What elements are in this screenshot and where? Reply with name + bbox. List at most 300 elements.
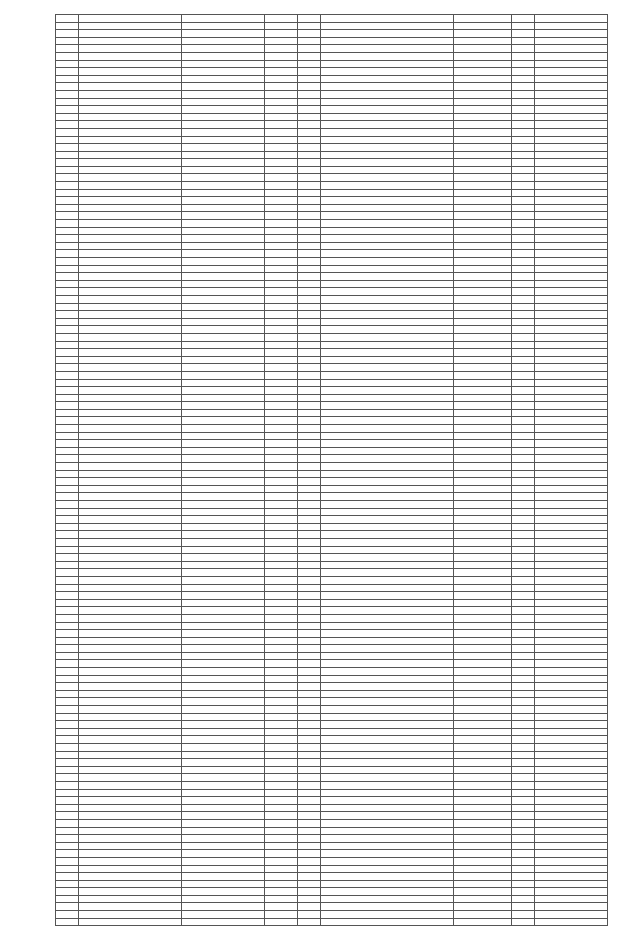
table-row: [56, 645, 608, 653]
cell-period: [512, 576, 535, 584]
table-row: [56, 455, 608, 463]
cell-gap1: [182, 288, 265, 296]
cell-addr: [79, 478, 182, 486]
table-row: [56, 265, 608, 273]
cell-period: [512, 52, 535, 60]
cell-sum: [535, 204, 608, 212]
cell-note: [454, 873, 512, 881]
cell-sum: [535, 911, 608, 919]
cell-num: [56, 379, 79, 387]
cell-work: [321, 774, 454, 782]
cell-gap1: [182, 227, 265, 235]
cell-sum: [535, 766, 608, 774]
cell-year: [265, 166, 298, 174]
cell-addr: [79, 569, 182, 577]
cell-sum: [535, 37, 608, 45]
cell-note: [454, 569, 512, 577]
cell-num: [56, 60, 79, 68]
cell-addr: [79, 394, 182, 402]
cell-note: [454, 918, 512, 926]
cell-num: [56, 333, 79, 341]
cell-period: [512, 630, 535, 638]
cell-num: [56, 774, 79, 782]
cell-num: [56, 592, 79, 600]
cell-sum: [535, 273, 608, 281]
cell-period: [512, 751, 535, 759]
cell-note: [454, 197, 512, 205]
cell-sum: [535, 409, 608, 417]
cell-addr: [79, 204, 182, 212]
table-row: [56, 45, 608, 53]
cell-period: [512, 37, 535, 45]
cell-work: [321, 736, 454, 744]
table-row: [56, 197, 608, 205]
cell-gap2: [298, 690, 321, 698]
cell-period: [512, 842, 535, 850]
cell-gap2: [298, 121, 321, 129]
cell-gap2: [298, 516, 321, 524]
table-row: [56, 850, 608, 858]
cell-sum: [535, 804, 608, 812]
table-row: [56, 668, 608, 676]
cell-gap2: [298, 75, 321, 83]
cell-gap2: [298, 637, 321, 645]
cell-period: [512, 706, 535, 714]
cell-addr: [79, 432, 182, 440]
cell-work: [321, 744, 454, 752]
cell-year: [265, 22, 298, 30]
cell-sum: [535, 675, 608, 683]
cell-gap2: [298, 242, 321, 250]
cell-addr: [79, 561, 182, 569]
cell-sum: [535, 637, 608, 645]
cell-year: [265, 387, 298, 395]
table-row: [56, 60, 608, 68]
table-row: [56, 660, 608, 668]
cell-gap2: [298, 728, 321, 736]
cell-note: [454, 546, 512, 554]
cell-addr: [79, 333, 182, 341]
cell-work: [321, 349, 454, 357]
cell-gap2: [298, 303, 321, 311]
cell-year: [265, 121, 298, 129]
cell-gap2: [298, 827, 321, 835]
cell-work: [321, 417, 454, 425]
cell-gap1: [182, 356, 265, 364]
cell-note: [454, 68, 512, 76]
table-row: [56, 30, 608, 38]
cell-gap2: [298, 812, 321, 820]
cell-gap2: [298, 668, 321, 676]
cell-sum: [535, 873, 608, 881]
cell-work: [321, 250, 454, 258]
cell-period: [512, 873, 535, 881]
cell-sum: [535, 166, 608, 174]
cell-addr: [79, 576, 182, 584]
cell-addr: [79, 144, 182, 152]
table-row: [56, 592, 608, 600]
cell-addr: [79, 538, 182, 546]
cell-work: [321, 280, 454, 288]
cell-period: [512, 554, 535, 562]
cell-work: [321, 911, 454, 919]
cell-gap1: [182, 318, 265, 326]
cell-year: [265, 113, 298, 121]
cell-num: [56, 599, 79, 607]
cell-work: [321, 850, 454, 858]
cell-note: [454, 425, 512, 433]
cell-addr: [79, 630, 182, 638]
cell-addr: [79, 75, 182, 83]
cell-period: [512, 333, 535, 341]
cell-num: [56, 797, 79, 805]
cell-work: [321, 576, 454, 584]
cell-sum: [535, 668, 608, 676]
cell-period: [512, 918, 535, 926]
cell-year: [265, 364, 298, 372]
cell-addr: [79, 751, 182, 759]
cell-year: [265, 835, 298, 843]
cell-num: [56, 37, 79, 45]
cell-work: [321, 68, 454, 76]
cell-sum: [535, 22, 608, 30]
table-row: [56, 554, 608, 562]
cell-num: [56, 804, 79, 812]
cell-addr: [79, 774, 182, 782]
cell-num: [56, 182, 79, 190]
cell-gap2: [298, 159, 321, 167]
cell-period: [512, 455, 535, 463]
cell-gap2: [298, 417, 321, 425]
cell-addr: [79, 356, 182, 364]
cell-year: [265, 136, 298, 144]
cell-gap1: [182, 371, 265, 379]
table-row: [56, 273, 608, 281]
cell-addr: [79, 744, 182, 752]
cell-work: [321, 501, 454, 509]
table-row: [56, 569, 608, 577]
cell-gap1: [182, 98, 265, 106]
table-row: [56, 402, 608, 410]
cell-period: [512, 478, 535, 486]
cell-addr: [79, 402, 182, 410]
cell-work: [321, 523, 454, 531]
table-row: [56, 721, 608, 729]
cell-gap1: [182, 417, 265, 425]
cell-gap2: [298, 789, 321, 797]
cell-num: [56, 417, 79, 425]
cell-gap1: [182, 265, 265, 273]
cell-num: [56, 394, 79, 402]
table-row: [56, 121, 608, 129]
cell-addr: [79, 903, 182, 911]
cell-gap1: [182, 273, 265, 281]
cell-gap1: [182, 113, 265, 121]
cell-gap2: [298, 759, 321, 767]
cell-year: [265, 318, 298, 326]
cell-sum: [535, 523, 608, 531]
cell-sum: [535, 318, 608, 326]
cell-year: [265, 865, 298, 873]
cell-note: [454, 128, 512, 136]
cell-addr: [79, 22, 182, 30]
cell-addr: [79, 318, 182, 326]
cell-work: [321, 45, 454, 53]
cell-year: [265, 60, 298, 68]
cell-addr: [79, 45, 182, 53]
cell-year: [265, 501, 298, 509]
cell-gap2: [298, 857, 321, 865]
cell-note: [454, 113, 512, 121]
table-row: [56, 98, 608, 106]
cell-sum: [535, 516, 608, 524]
cell-year: [265, 630, 298, 638]
cell-gap1: [182, 508, 265, 516]
table-row: [56, 166, 608, 174]
cell-year: [265, 425, 298, 433]
cell-period: [512, 197, 535, 205]
cell-note: [454, 622, 512, 630]
cell-work: [321, 144, 454, 152]
cell-addr: [79, 311, 182, 319]
cell-addr: [79, 584, 182, 592]
cell-sum: [535, 690, 608, 698]
cell-addr: [79, 895, 182, 903]
cell-gap2: [298, 15, 321, 23]
cell-gap2: [298, 508, 321, 516]
cell-year: [265, 295, 298, 303]
cell-gap1: [182, 706, 265, 714]
table-row: [56, 736, 608, 744]
cell-work: [321, 713, 454, 721]
cell-sum: [535, 417, 608, 425]
cell-gap1: [182, 713, 265, 721]
cell-gap1: [182, 516, 265, 524]
table-row: [56, 106, 608, 114]
cell-work: [321, 781, 454, 789]
cell-sum: [535, 371, 608, 379]
cell-year: [265, 918, 298, 926]
cell-work: [321, 614, 454, 622]
table-row: [56, 637, 608, 645]
cell-work: [321, 333, 454, 341]
cell-sum: [535, 90, 608, 98]
cell-addr: [79, 888, 182, 896]
cell-num: [56, 295, 79, 303]
cell-gap1: [182, 258, 265, 266]
cell-sum: [535, 744, 608, 752]
cell-work: [321, 607, 454, 615]
cell-note: [454, 417, 512, 425]
cell-gap2: [298, 440, 321, 448]
cell-sum: [535, 865, 608, 873]
cell-addr: [79, 706, 182, 714]
cell-note: [454, 144, 512, 152]
table-row: [56, 698, 608, 706]
cell-note: [454, 311, 512, 319]
cell-num: [56, 660, 79, 668]
cell-gap2: [298, 652, 321, 660]
cell-year: [265, 52, 298, 60]
cell-period: [512, 538, 535, 546]
cell-gap2: [298, 425, 321, 433]
cell-gap1: [182, 447, 265, 455]
cell-note: [454, 721, 512, 729]
cell-note: [454, 744, 512, 752]
cell-period: [512, 151, 535, 159]
cell-sum: [535, 561, 608, 569]
cell-addr: [79, 227, 182, 235]
cell-gap2: [298, 774, 321, 782]
cell-note: [454, 265, 512, 273]
cell-year: [265, 561, 298, 569]
cell-num: [56, 751, 79, 759]
table-row: [56, 751, 608, 759]
cell-addr: [79, 918, 182, 926]
cell-note: [454, 516, 512, 524]
cell-num: [56, 835, 79, 843]
cell-note: [454, 850, 512, 858]
cell-year: [265, 903, 298, 911]
cell-gap1: [182, 106, 265, 114]
cell-num: [56, 668, 79, 676]
cell-work: [321, 569, 454, 577]
cell-year: [265, 182, 298, 190]
cell-gap1: [182, 68, 265, 76]
cell-num: [56, 706, 79, 714]
cell-note: [454, 121, 512, 129]
cell-note: [454, 675, 512, 683]
cell-gap2: [298, 402, 321, 410]
cell-year: [265, 683, 298, 691]
table-row: [56, 485, 608, 493]
cell-addr: [79, 197, 182, 205]
cell-sum: [535, 478, 608, 486]
cell-num: [56, 83, 79, 91]
cell-period: [512, 911, 535, 919]
cell-period: [512, 698, 535, 706]
cell-work: [321, 235, 454, 243]
cell-work: [321, 812, 454, 820]
cell-year: [265, 151, 298, 159]
cell-addr: [79, 911, 182, 919]
cell-note: [454, 212, 512, 220]
cell-gap2: [298, 675, 321, 683]
cell-gap1: [182, 121, 265, 129]
cell-note: [454, 30, 512, 38]
cell-sum: [535, 197, 608, 205]
cell-work: [321, 52, 454, 60]
cell-note: [454, 235, 512, 243]
cell-work: [321, 387, 454, 395]
cell-gap1: [182, 212, 265, 220]
cell-year: [265, 265, 298, 273]
cell-sum: [535, 736, 608, 744]
cell-period: [512, 721, 535, 729]
cell-addr: [79, 83, 182, 91]
cell-work: [321, 295, 454, 303]
cell-period: [512, 75, 535, 83]
cell-num: [56, 90, 79, 98]
table-row: [56, 911, 608, 919]
cell-gap1: [182, 827, 265, 835]
cell-gap2: [298, 895, 321, 903]
cell-period: [512, 379, 535, 387]
table-row: [56, 683, 608, 691]
cell-gap1: [182, 189, 265, 197]
cell-gap2: [298, 546, 321, 554]
cell-note: [454, 728, 512, 736]
cell-addr: [79, 607, 182, 615]
cell-gap2: [298, 371, 321, 379]
cell-gap2: [298, 197, 321, 205]
cell-gap2: [298, 45, 321, 53]
table-row: [56, 706, 608, 714]
cell-year: [265, 698, 298, 706]
cell-gap1: [182, 523, 265, 531]
cell-note: [454, 903, 512, 911]
table-row: [56, 22, 608, 30]
cell-note: [454, 478, 512, 486]
cell-period: [512, 326, 535, 334]
cell-sum: [535, 98, 608, 106]
cell-sum: [535, 554, 608, 562]
cell-num: [56, 409, 79, 417]
cell-work: [321, 485, 454, 493]
cell-sum: [535, 706, 608, 714]
cell-work: [321, 873, 454, 881]
cell-num: [56, 478, 79, 486]
cell-addr: [79, 60, 182, 68]
cell-sum: [535, 45, 608, 53]
cell-sum: [535, 774, 608, 782]
table-row: [56, 387, 608, 395]
cell-note: [454, 819, 512, 827]
cell-gap1: [182, 675, 265, 683]
cell-work: [321, 895, 454, 903]
cell-gap2: [298, 470, 321, 478]
cell-work: [321, 90, 454, 98]
cell-num: [56, 235, 79, 243]
cell-num: [56, 842, 79, 850]
cell-year: [265, 774, 298, 782]
cell-sum: [535, 121, 608, 129]
cell-year: [265, 349, 298, 357]
cell-work: [321, 121, 454, 129]
cell-num: [56, 106, 79, 114]
cell-num: [56, 174, 79, 182]
table-row: [56, 311, 608, 319]
cell-gap1: [182, 136, 265, 144]
cell-work: [321, 645, 454, 653]
cell-gap1: [182, 789, 265, 797]
cell-note: [454, 797, 512, 805]
cell-gap2: [298, 83, 321, 91]
cell-gap2: [298, 766, 321, 774]
cell-gap2: [298, 706, 321, 714]
cell-sum: [535, 713, 608, 721]
cell-sum: [535, 781, 608, 789]
cell-addr: [79, 781, 182, 789]
cell-gap1: [182, 30, 265, 38]
cell-year: [265, 766, 298, 774]
cell-sum: [535, 501, 608, 509]
cell-year: [265, 98, 298, 106]
cell-sum: [535, 280, 608, 288]
cell-note: [454, 706, 512, 714]
cell-addr: [79, 235, 182, 243]
cell-gap2: [298, 68, 321, 76]
